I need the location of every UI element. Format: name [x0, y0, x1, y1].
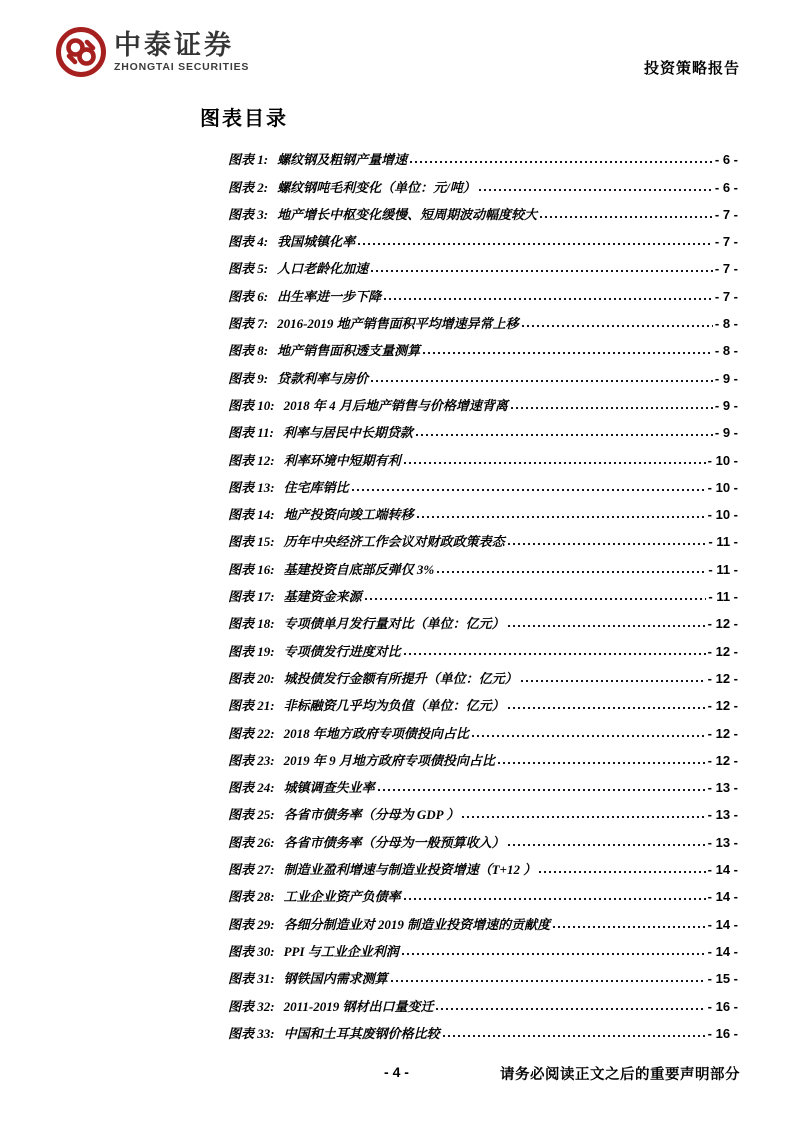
toc-entry-label: 图表 25: — [228, 807, 275, 823]
toc-entry-link[interactable] — [228, 661, 738, 688]
toc-title: 图表目录 — [200, 108, 288, 130]
toc-list — [228, 142, 738, 1043]
dot-leader — [508, 844, 706, 846]
toc-entry-title: 地产销售面积透支量测算 — [277, 343, 421, 359]
toc-entry-title: 利率环境中短期有利 — [283, 452, 401, 468]
toc-entry-title: 城镇调查失业率 — [283, 780, 375, 796]
dot-leader — [410, 161, 713, 163]
toc-entry-title: 地产投资向竣工端转移 — [283, 507, 414, 523]
toc-entry-link[interactable] — [228, 715, 738, 742]
toc-entry-title: 中国和土耳其废钢价格比较 — [283, 1025, 440, 1041]
toc-entry-label: 图表 33: — [228, 1025, 275, 1041]
dot-leader — [479, 189, 713, 191]
toc-entry-page: - 10 - — [707, 507, 738, 523]
toc-entry-page: - 9 - — [714, 397, 738, 413]
toc-entry-page: - 14 - — [707, 862, 738, 878]
dot-leader — [539, 871, 705, 873]
toc-entry-title: 城投债发行金额有所提升（单位：亿元） — [283, 670, 518, 686]
toc-entry-title: 利率与居民中长期贷款 — [282, 425, 413, 441]
toc-entry-page: - 16 - — [707, 998, 738, 1014]
dot-leader — [423, 352, 713, 354]
toc-entry-page: - 11 - — [708, 589, 738, 605]
toc-entry-link[interactable] — [228, 142, 738, 169]
toc-entry-link[interactable] — [228, 770, 738, 797]
toc-entry-title: 2018 年地方政府专项债投向占比 — [283, 725, 469, 741]
toc-entry-link[interactable] — [228, 224, 738, 251]
toc-entry-page: - 13 - — [707, 834, 738, 850]
toc-entry-page: - 12 - — [707, 698, 738, 714]
toc-entry-link[interactable] — [228, 470, 738, 497]
toc-entry-label: 图表 28: — [228, 889, 275, 905]
dot-leader — [436, 1008, 705, 1010]
dot-leader — [443, 1035, 706, 1037]
toc-entry-link[interactable] — [228, 278, 738, 305]
toc-entry-label: 图表 1: — [228, 152, 269, 168]
dot-leader — [404, 462, 706, 464]
toc-entry-title: 2018 年 4 月后地产销售与价格增速背离 — [283, 397, 508, 413]
toc-entry-title: 出生率进一步下降 — [277, 288, 382, 304]
toc-entry-label: 图表 2: — [228, 179, 269, 195]
toc-entry-page: - 10 - — [707, 479, 738, 495]
toc-entry-page: - 11 - — [708, 534, 738, 550]
toc-entry-label: 图表 14: — [228, 507, 275, 523]
toc-entry-link[interactable] — [228, 388, 738, 415]
toc-entry-label: 图表 18: — [228, 616, 275, 632]
toc-entry-label: 图表 13: — [228, 479, 275, 495]
toc-entry-title: 2019 年 9 月地方政府专项债投向占比 — [283, 752, 495, 768]
toc-entry-label: 图表 10: — [228, 397, 275, 413]
toc-entry-label: 图表 11: — [228, 425, 274, 441]
page-number: - 4 - — [384, 1064, 409, 1080]
toc-entry-title: 历年中央经济工作会议对财政政策表态 — [283, 534, 505, 550]
toc-entry-link[interactable] — [228, 743, 738, 770]
dot-leader — [472, 735, 706, 737]
toc-entry-title: 钢铁国内需求测算 — [283, 971, 388, 987]
toc-entry-page: - 6 - — [714, 152, 738, 168]
toc-entry-page: - 13 - — [707, 780, 738, 796]
toc-entry-label: 图表 30: — [228, 943, 275, 959]
toc-entry-link[interactable] — [228, 497, 738, 524]
toc-entry-title: 我国城镇化率 — [277, 234, 356, 250]
toc-entry-label: 图表 29: — [228, 916, 275, 932]
toc-entry-page: - 7 - — [714, 288, 738, 304]
toc-entry-title: 基建资金来源 — [283, 589, 362, 605]
toc-entry-label: 图表 7: — [228, 316, 269, 332]
toc-entry-title: 非标融资几乎均为负值（单位：亿元） — [283, 698, 505, 714]
dot-leader — [540, 216, 713, 218]
toc-entry-link[interactable] — [228, 442, 738, 469]
toc-entry-page: - 7 - — [714, 261, 738, 277]
toc-entry-link[interactable] — [228, 524, 738, 551]
toc-entry-label: 图表 22: — [228, 725, 275, 741]
toc-entry-page: - 12 - — [707, 752, 738, 768]
toc-entry-page: - 14 - — [707, 943, 738, 959]
toc-entry-link[interactable] — [228, 1016, 738, 1043]
toc-entry-link[interactable] — [228, 633, 738, 660]
toc-entry-title: 2016-2019 地产销售面积平均增速异常上移 — [277, 316, 519, 332]
toc-entry-page: - 12 - — [707, 725, 738, 741]
toc-entry-title: 人口老龄化加速 — [277, 261, 369, 277]
toc-entry-link[interactable] — [228, 879, 738, 906]
toc-entry-link[interactable] — [228, 306, 738, 333]
logo-en-text: ZHONGTAI SECURITIES — [114, 61, 250, 74]
dot-leader — [508, 543, 707, 545]
dot-leader — [404, 653, 706, 655]
toc-entry-label: 图表 8: — [228, 343, 269, 359]
toc-entry-page: - 12 - — [707, 616, 738, 632]
toc-entry-title: 制造业盈利增速与制造业投资增速（T+12 ） — [283, 862, 537, 878]
toc-entry-label: 图表 16: — [228, 561, 275, 577]
footer-disclaimer: 请务必阅读正文之后的重要声明部分 — [500, 1067, 740, 1083]
toc-entry-link[interactable] — [228, 551, 738, 578]
toc-entry-link[interactable] — [228, 852, 738, 879]
toc-entry-page: - 7 - — [714, 234, 738, 250]
toc-entry-label: 图表 21: — [228, 698, 275, 714]
toc-entry-title: 各细分制造业对 2019 制造业投资增速的贡献度 — [283, 916, 551, 932]
dot-leader — [508, 625, 706, 627]
toc-entry-page: - 9 - — [714, 425, 738, 441]
logo-cn-text: 中泰证券 — [114, 29, 234, 60]
dot-leader — [511, 407, 713, 409]
toc-entry-page: - 14 - — [707, 916, 738, 932]
toc-entry-label: 图表 3: — [228, 206, 269, 222]
toc-entry-link[interactable] — [228, 197, 738, 224]
toc-entry-page: - 16 - — [707, 1025, 738, 1041]
toc-entry-title: 各省市债务率（分母为一般预算收入） — [283, 834, 505, 850]
toc-entry-link[interactable] — [228, 797, 738, 824]
zhongtai-emblem-icon — [55, 26, 107, 78]
report-type-label: 投资策略报告 — [643, 61, 740, 77]
toc-entry-title: 2011-2019 钢材出口量变迁 — [283, 998, 434, 1014]
dot-leader — [416, 434, 713, 436]
toc-entry-page: - 6 - — [714, 179, 738, 195]
toc-entry-link[interactable] — [228, 988, 738, 1015]
toc-entry-label: 图表 12: — [228, 452, 275, 468]
dot-leader — [404, 898, 706, 900]
toc-entry-label: 图表 4: — [228, 234, 269, 250]
logo-text-block — [114, 31, 249, 74]
toc-entry-label: 图表 19: — [228, 643, 275, 659]
toc-entry-label: 图表 6: — [228, 288, 269, 304]
toc-entry-page: - 14 - — [707, 889, 738, 905]
toc-entry-link[interactable] — [228, 688, 738, 715]
toc-entry-page: - 8 - — [714, 316, 738, 332]
toc-entry-label: 图表 5: — [228, 261, 269, 277]
toc-entry-link[interactable] — [228, 251, 738, 278]
dot-leader — [384, 298, 713, 300]
toc-entry-title: 各省市债务率（分母为 GDP ） — [283, 807, 460, 823]
dot-leader — [391, 980, 706, 982]
toc-entry-page: - 15 - — [707, 971, 738, 987]
toc-entry-link[interactable] — [228, 961, 738, 988]
toc-entry-link[interactable] — [228, 415, 738, 442]
dot-leader — [521, 680, 706, 682]
toc-entry-link[interactable] — [228, 606, 738, 633]
toc-entry-page: - 9 - — [714, 370, 738, 386]
toc-entry-label: 图表 24: — [228, 780, 275, 796]
toc-entry-link[interactable] — [228, 169, 738, 196]
toc-entry-title: 工业企业资产负债率 — [283, 889, 401, 905]
toc-entry-title: 基建投资自底部反弹仅 3% — [283, 561, 435, 577]
toc-entry-link[interactable] — [228, 906, 738, 933]
toc-entry-link[interactable] — [228, 579, 738, 606]
toc-entry-label: 图表 17: — [228, 589, 275, 605]
dot-leader — [358, 243, 713, 245]
toc-entry-page: - 8 - — [714, 343, 738, 359]
dot-leader — [352, 489, 706, 491]
toc-entry-label: 图表 31: — [228, 971, 275, 987]
dot-leader — [437, 571, 706, 573]
toc-entry-label: 图表 32: — [228, 998, 275, 1014]
toc-entry-label: 图表 9: — [228, 370, 269, 386]
toc-entry-page: - 12 - — [707, 670, 738, 686]
toc-entry-title: 专项债发行进度对比 — [283, 643, 401, 659]
dot-leader — [378, 789, 706, 791]
dot-leader — [402, 953, 706, 955]
toc-entry-title: 地产增长中枢变化缓慢、短周期波动幅度较大 — [277, 206, 538, 222]
dot-leader — [371, 380, 713, 382]
dot-leader — [462, 816, 705, 818]
toc-entry-page: - 12 - — [707, 643, 738, 659]
toc-entry-title: 螺纹钢吨毛利变化（单位：元/吨） — [277, 179, 476, 195]
dot-leader — [417, 516, 706, 518]
zhongtai-logo — [55, 26, 249, 78]
toc-entry-title: 专项债单月发行量对比（单位：亿元） — [283, 616, 505, 632]
toc-entry-page: - 11 - — [708, 561, 738, 577]
toc-entry-page: - 13 - — [707, 807, 738, 823]
toc-entry-page: - 7 - — [714, 206, 738, 222]
toc-entry-title: PPI 与工业企业利润 — [283, 943, 399, 959]
toc-entry-link[interactable] — [228, 824, 738, 851]
dot-leader — [371, 270, 713, 272]
toc-entry-label: 图表 23: — [228, 752, 275, 768]
toc-entry-label: 图表 20: — [228, 670, 275, 686]
dot-leader — [522, 325, 713, 327]
toc-entry-label: 图表 15: — [228, 534, 275, 550]
dot-leader — [365, 598, 707, 600]
toc-entry-page: - 10 - — [707, 452, 738, 468]
toc-entry-link[interactable] — [228, 934, 738, 961]
toc-entry-label: 图表 26: — [228, 834, 275, 850]
dot-leader — [508, 707, 706, 709]
toc-entry-title: 住宅库销比 — [283, 479, 349, 495]
toc-entry-link[interactable] — [228, 360, 738, 387]
toc-entry-title: 螺纹钢及粗钢产量增速 — [277, 152, 408, 168]
toc-entry-title: 贷款利率与房价 — [277, 370, 369, 386]
dot-leader — [553, 926, 706, 928]
toc-entry-link[interactable] — [228, 333, 738, 360]
dot-leader — [498, 762, 706, 764]
toc-entry-label: 图表 27: — [228, 862, 275, 878]
